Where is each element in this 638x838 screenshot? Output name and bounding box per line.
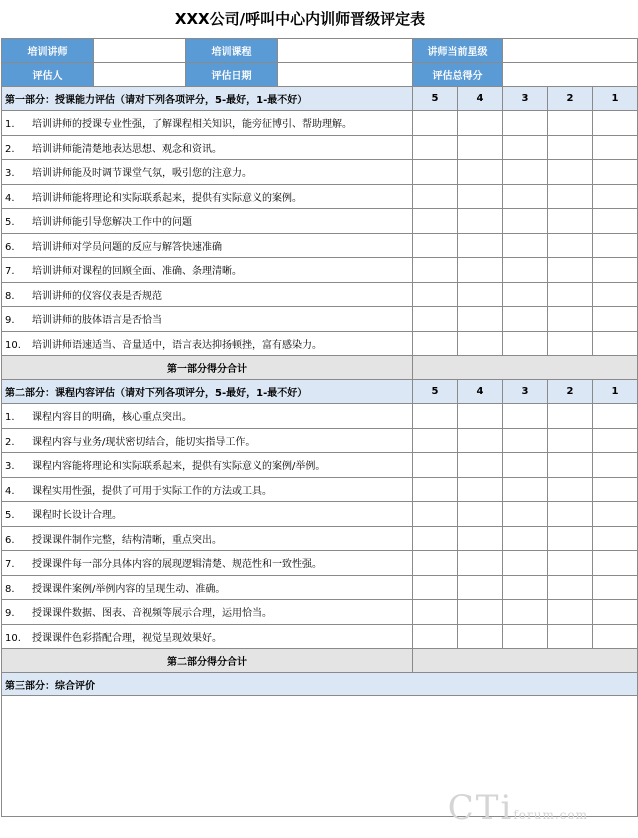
score-cell-2[interactable] (548, 551, 593, 576)
score-cell-2[interactable] (548, 575, 593, 600)
section2-subtotal-field[interactable] (413, 649, 638, 673)
table-row (2, 526, 638, 551)
score-cell-3[interactable] (503, 526, 548, 551)
section2-title: 第二部分：课程内容评估（请对下列各项评分，5-最好，1-最不好） (2, 380, 413, 404)
table-row (2, 404, 638, 429)
section1-item (2, 184, 413, 209)
section2-item (2, 502, 413, 527)
score-cell-5[interactable] (413, 624, 458, 649)
header-row-2 (2, 63, 638, 87)
score-cell-5[interactable] (413, 233, 458, 258)
evaluator-field[interactable] (94, 63, 186, 87)
score-cell-4[interactable] (458, 526, 503, 551)
score-cell-1[interactable] (593, 624, 638, 649)
score-cell-3[interactable] (503, 477, 548, 502)
trainer-label: 培训讲师 (2, 39, 94, 63)
score-cell-3[interactable] (503, 575, 548, 600)
item-number: 7. (5, 266, 15, 278)
section1-title: 第一部分：授课能力评估（请对下列各项评分，5-最好，1-最不好） (2, 87, 413, 111)
section2-item (2, 404, 413, 429)
item-text: 课程内容能将理论和实际联系起来，提供有实际意义的案例/举例。 (32, 461, 326, 473)
score-cell-4[interactable] (458, 600, 503, 625)
table-row (2, 331, 638, 356)
star-label: 讲师当前星级 (413, 39, 503, 63)
score-cell-3[interactable] (503, 111, 548, 136)
score-cell-1[interactable] (593, 404, 638, 429)
item-number: 3. (5, 168, 15, 180)
score-cell-5[interactable] (413, 307, 458, 332)
score-cell-5[interactable] (413, 404, 458, 429)
score-cell-2[interactable] (548, 477, 593, 502)
item-number: 2. (5, 436, 15, 448)
score-header-5: 5 (413, 380, 458, 404)
item-text: 授课课件数据、图表、音视频等展示合理，运用恰当。 (32, 608, 272, 620)
section2-item (2, 453, 413, 478)
score-cell-3[interactable] (503, 307, 548, 332)
score-cell-3[interactable] (503, 135, 548, 160)
form-title: XXX公司/呼叫中心内训师晋级评定表 (174, 10, 426, 28)
table-row (2, 624, 638, 649)
score-cell-2[interactable] (548, 428, 593, 453)
evaluation-table (1, 38, 638, 817)
table-row (2, 551, 638, 576)
section3-header-row (2, 673, 638, 696)
item-number: 8. (5, 290, 15, 302)
score-cell-1[interactable] (593, 502, 638, 527)
score-cell-4[interactable] (458, 160, 503, 185)
score-header-1: 1 (593, 87, 638, 111)
table-row (2, 233, 638, 258)
item-number: 6. (5, 241, 15, 253)
item-number: 3. (5, 461, 15, 473)
score-cell-4[interactable] (458, 331, 503, 356)
evaluator-label: 评估人 (2, 63, 94, 87)
item-number: 1. (5, 412, 15, 424)
score-cell-4[interactable] (458, 258, 503, 283)
section3-title: 第三部分：综合评价 (2, 673, 638, 696)
section1-subtotal-label: 第一部分得分合计 (2, 356, 413, 380)
score-header-3: 3 (503, 380, 548, 404)
section1-item (2, 331, 413, 356)
score-cell-5[interactable] (413, 502, 458, 527)
section2-item (2, 600, 413, 625)
score-cell-2[interactable] (548, 624, 593, 649)
score-cell-5[interactable] (413, 111, 458, 136)
score-cell-5[interactable] (413, 526, 458, 551)
score-header-4: 4 (458, 87, 503, 111)
item-number: 8. (5, 583, 15, 595)
score-cell-1[interactable] (593, 307, 638, 332)
score-cell-5[interactable] (413, 600, 458, 625)
section2-header-row (2, 380, 638, 404)
item-number: 10. (5, 632, 21, 644)
total-score-field[interactable] (503, 63, 638, 87)
item-text: 课程内容与业务/现状密切结合，能切实指导工作。 (32, 436, 256, 448)
score-cell-3[interactable] (503, 282, 548, 307)
section1-item (2, 209, 413, 234)
item-text: 培训讲师对学员问题的反应与解答快速准确 (32, 241, 222, 253)
score-cell-3[interactable] (503, 160, 548, 185)
item-number: 10. (5, 339, 21, 351)
item-number: 5. (5, 510, 15, 522)
score-cell-5[interactable] (413, 282, 458, 307)
score-cell-3[interactable] (503, 258, 548, 283)
score-cell-2[interactable] (548, 135, 593, 160)
score-cell-3[interactable] (503, 209, 548, 234)
section2-subtotal-row (2, 649, 638, 673)
table-row (2, 209, 638, 234)
score-cell-1[interactable] (593, 477, 638, 502)
table-row (2, 428, 638, 453)
score-cell-1[interactable] (593, 575, 638, 600)
item-number: 6. (5, 534, 15, 546)
score-cell-4[interactable] (458, 502, 503, 527)
score-cell-5[interactable] (413, 135, 458, 160)
section1-item (2, 233, 413, 258)
course-label: 培训课程 (186, 39, 278, 63)
score-cell-5[interactable] (413, 551, 458, 576)
score-cell-1[interactable] (593, 551, 638, 576)
item-number: 2. (5, 143, 15, 155)
section1-subtotal-row (2, 356, 638, 380)
score-cell-4[interactable] (458, 551, 503, 576)
score-cell-5[interactable] (413, 575, 458, 600)
item-text: 培训讲师对课程的回顾全面、准确、条理清晰。 (32, 266, 242, 278)
score-cell-2[interactable] (548, 282, 593, 307)
score-cell-2[interactable] (548, 453, 593, 478)
table-row (2, 111, 638, 136)
item-number: 9. (5, 315, 15, 327)
score-cell-5[interactable] (413, 428, 458, 453)
section1-item (2, 282, 413, 307)
score-cell-2[interactable] (548, 307, 593, 332)
score-cell-1[interactable] (593, 209, 638, 234)
header-row-1 (2, 39, 638, 63)
score-cell-3[interactable] (503, 404, 548, 429)
score-cell-2[interactable] (548, 258, 593, 283)
section2-item (2, 624, 413, 649)
section2-item (2, 428, 413, 453)
score-cell-1[interactable] (593, 160, 638, 185)
score-cell-4[interactable] (458, 282, 503, 307)
item-text: 培训讲师语速适当、音量适中，语言表达抑扬顿挫，富有感染力。 (32, 339, 322, 351)
table-row (2, 502, 638, 527)
score-cell-1[interactable] (593, 428, 638, 453)
section2-subtotal-label: 第二部分得分合计 (2, 649, 413, 673)
score-cell-1[interactable] (593, 453, 638, 478)
item-text: 授课课件案例/举例内容的呈现生动、准确。 (32, 583, 226, 595)
score-cell-4[interactable] (458, 624, 503, 649)
table-row (2, 258, 638, 283)
score-cell-4[interactable] (458, 307, 503, 332)
score-cell-4[interactable] (458, 184, 503, 209)
course-field[interactable] (278, 39, 413, 63)
score-cell-1[interactable] (593, 258, 638, 283)
score-cell-4[interactable] (458, 233, 503, 258)
score-cell-5[interactable] (413, 209, 458, 234)
date-field[interactable] (278, 63, 413, 87)
section2-item (2, 477, 413, 502)
item-number: 4. (5, 192, 15, 204)
star-field[interactable] (503, 39, 638, 63)
score-cell-5[interactable] (413, 331, 458, 356)
item-text: 课程内容目的明确，核心重点突出。 (32, 412, 192, 424)
score-cell-2[interactable] (548, 233, 593, 258)
score-cell-5[interactable] (413, 160, 458, 185)
score-header-2: 2 (548, 380, 593, 404)
score-cell-3[interactable] (503, 600, 548, 625)
score-cell-3[interactable] (503, 502, 548, 527)
score-cell-2[interactable] (548, 111, 593, 136)
item-text: 培训讲师能清楚地表达思想、观念和资讯。 (32, 143, 222, 155)
item-text: 课程实用性强，提供了可用于实际工作的方法或工具。 (32, 485, 272, 497)
item-number: 1. (5, 119, 15, 131)
item-text: 培训讲师的仪容仪表是否规范 (32, 290, 162, 302)
section1-header-row (2, 87, 638, 111)
item-text: 培训讲师能引导您解决工作中的问题 (32, 217, 192, 229)
section1-item (2, 135, 413, 160)
total-score-label: 评估总得分 (413, 63, 503, 87)
score-header-5: 5 (413, 87, 458, 111)
score-cell-1[interactable] (593, 184, 638, 209)
section1-item (2, 160, 413, 185)
table-row (2, 135, 638, 160)
section2-item (2, 526, 413, 551)
score-cell-1[interactable] (593, 331, 638, 356)
score-cell-4[interactable] (458, 135, 503, 160)
score-header-4: 4 (458, 380, 503, 404)
score-cell-5[interactable] (413, 258, 458, 283)
score-cell-2[interactable] (548, 526, 593, 551)
score-cell-3[interactable] (503, 624, 548, 649)
score-cell-2[interactable] (548, 404, 593, 429)
score-cell-1[interactable] (593, 233, 638, 258)
section2-item (2, 551, 413, 576)
watermark-logo: CTiforum.com (447, 788, 588, 828)
item-number: 4. (5, 485, 15, 497)
table-row (2, 477, 638, 502)
table-row (2, 600, 638, 625)
item-text: 培训讲师能将理论和实际联系起来，提供有实际意义的案例。 (32, 192, 302, 204)
section1-subtotal-field[interactable] (413, 356, 638, 380)
score-cell-1[interactable] (593, 111, 638, 136)
score-cell-5[interactable] (413, 477, 458, 502)
score-cell-1[interactable] (593, 135, 638, 160)
section2-item (2, 575, 413, 600)
item-text: 授课课件制作完整，结构清晰，重点突出。 (32, 534, 222, 546)
section1-item (2, 111, 413, 136)
table-row (2, 160, 638, 185)
score-header-3: 3 (503, 87, 548, 111)
item-number: 5. (5, 217, 15, 229)
score-cell-3[interactable] (503, 184, 548, 209)
score-cell-3[interactable] (503, 331, 548, 356)
table-row (2, 453, 638, 478)
score-cell-3[interactable] (503, 551, 548, 576)
score-cell-4[interactable] (458, 404, 503, 429)
table-row (2, 307, 638, 332)
item-text: 培训讲师的授课专业性强，了解课程相关知识，能旁征博引、帮助理解。 (32, 119, 352, 131)
score-header-2: 2 (548, 87, 593, 111)
score-cell-4[interactable] (458, 428, 503, 453)
score-cell-3[interactable] (503, 428, 548, 453)
score-cell-5[interactable] (413, 453, 458, 478)
score-header-1: 1 (593, 380, 638, 404)
item-number: 9. (5, 608, 15, 620)
score-cell-2[interactable] (548, 184, 593, 209)
score-cell-1[interactable] (593, 282, 638, 307)
score-cell-4[interactable] (458, 111, 503, 136)
score-cell-3[interactable] (503, 453, 548, 478)
item-text: 授课课件色彩搭配合理，视觉呈现效果好。 (32, 632, 222, 644)
score-cell-1[interactable] (593, 600, 638, 625)
score-cell-2[interactable] (548, 600, 593, 625)
item-text: 课程时长设计合理。 (32, 510, 122, 522)
score-cell-4[interactable] (458, 209, 503, 234)
section1-item (2, 307, 413, 332)
score-cell-5[interactable] (413, 184, 458, 209)
table-row (2, 575, 638, 600)
score-cell-4[interactable] (458, 575, 503, 600)
table-row (2, 282, 638, 307)
table-row (2, 184, 638, 209)
item-text: 培训讲师的肢体语言是否恰当 (32, 315, 162, 327)
score-cell-2[interactable] (548, 209, 593, 234)
item-text: 授课课件每一部分具体内容的展现逻辑清楚、规范性和一致性强。 (32, 559, 322, 571)
trainer-field[interactable] (94, 39, 186, 63)
score-cell-4[interactable] (458, 477, 503, 502)
item-text: 培训讲师能及时调节课堂气氛，吸引您的注意力。 (32, 168, 252, 180)
score-cell-4[interactable] (458, 453, 503, 478)
score-cell-1[interactable] (593, 526, 638, 551)
score-cell-3[interactable] (503, 233, 548, 258)
score-cell-2[interactable] (548, 331, 593, 356)
score-cell-2[interactable] (548, 502, 593, 527)
section1-item (2, 258, 413, 283)
item-number: 7. (5, 559, 15, 571)
score-cell-2[interactable] (548, 160, 593, 185)
date-label: 评估日期 (186, 63, 278, 87)
